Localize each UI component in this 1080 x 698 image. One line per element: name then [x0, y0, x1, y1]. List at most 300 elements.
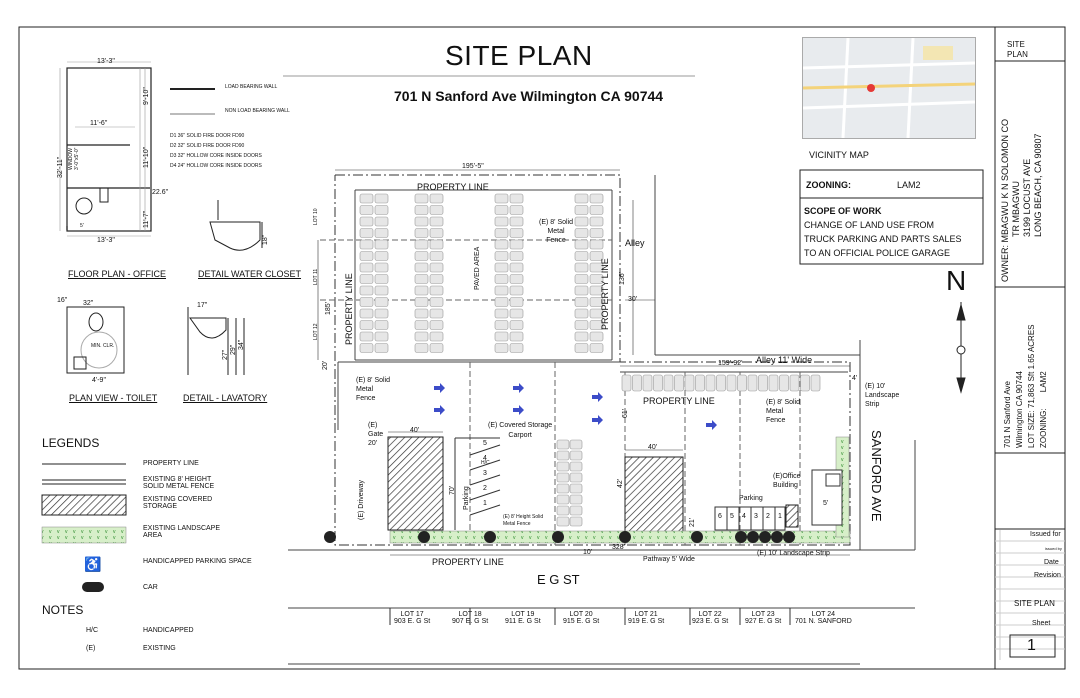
parked-car — [495, 286, 508, 295]
parked-car — [495, 194, 508, 203]
parked-car — [430, 275, 443, 284]
parked-car — [360, 298, 373, 307]
parking-space-number: 5 — [730, 513, 734, 520]
non-load-bearing-label: NON LOAD BEARING WALL — [225, 108, 290, 114]
project-block — [1002, 324, 1050, 448]
parked-car — [415, 217, 428, 226]
parked-car — [415, 229, 428, 238]
lot-label — [452, 611, 488, 625]
driveway-label: (E) Driveway — [358, 479, 365, 520]
zoning-value: LAM2 — [897, 180, 921, 190]
parked-car — [622, 375, 631, 391]
parked-car — [790, 375, 799, 391]
lot-label — [795, 611, 852, 625]
gate-label: (E) Gate — [368, 422, 384, 438]
note-abbr-2: (E) — [86, 645, 96, 652]
lot-label — [394, 611, 430, 625]
toilet-dim-4-9: 4'-9" — [92, 377, 106, 384]
parked-car — [495, 252, 508, 261]
paved-area-label: PAVED AREA — [474, 246, 481, 290]
parked-car — [557, 451, 569, 460]
hc-label: H/C — [481, 460, 490, 466]
parked-car — [375, 344, 388, 353]
handicap-icon: ♿ — [84, 556, 102, 572]
fence-label-2: (E) 8' Solid Metal Fence — [356, 377, 391, 402]
legend-title: LEGENDS — [42, 436, 100, 450]
parked-car — [570, 440, 582, 449]
parked-car — [430, 286, 443, 295]
toilet-dim-32: 32" — [83, 300, 94, 307]
parked-car — [575, 263, 588, 272]
parking-space-number: 3 — [754, 513, 758, 520]
parked-car — [557, 462, 569, 471]
parked-car — [557, 506, 569, 515]
pathway-label: Pathway 5' Wide — [643, 556, 695, 563]
parking-space-number: 1 — [778, 513, 782, 520]
lot-number: LOT 21 — [634, 611, 658, 618]
parked-car — [495, 298, 508, 307]
parked-car — [375, 240, 388, 249]
lavatory-label: DETAIL - LAVATORY — [183, 393, 268, 403]
project-line-1: 701 N Sanford Ave — [1003, 380, 1012, 448]
parked-car — [375, 309, 388, 318]
parked-car — [590, 229, 603, 238]
parked-car — [510, 252, 523, 261]
lot-address: 923 E. G St — [692, 618, 729, 625]
dim-5: 5' — [823, 500, 829, 507]
lot-address: 903 E. G St — [394, 618, 431, 625]
direction-arrow-icon — [706, 420, 717, 430]
parked-car — [495, 217, 508, 226]
direction-arrow-icon — [592, 415, 603, 425]
parked-car — [557, 517, 569, 526]
legend-property-line: PROPERTY LINE — [143, 460, 199, 467]
legend-fence: EXISTING 8' HEIGHT SOLID METAL FENCE — [143, 476, 215, 490]
parked-car — [430, 217, 443, 226]
eg-st-label: E G ST — [537, 572, 580, 587]
lot-number: LOT 17 — [400, 611, 424, 618]
parked-car — [510, 194, 523, 203]
parked-car — [360, 263, 373, 272]
dim-left-20: 20' — [322, 360, 329, 370]
lot-size-value: 71,863 Sft — [1027, 371, 1036, 409]
lot-address: 911 E. G St — [505, 618, 541, 625]
covered-storage-label: (E) Covered Storage Carport — [488, 422, 553, 439]
legend-covered-storage: EXISTING COVERED STORAGE — [143, 496, 213, 510]
parked-car — [717, 375, 726, 391]
tb-zoning-value: LAM2 — [1039, 371, 1048, 393]
parked-car — [759, 375, 768, 391]
fp-dim-11-10: 11'-10" — [143, 146, 150, 168]
parked-car — [643, 375, 652, 391]
parked-car — [685, 375, 694, 391]
parked-car — [575, 286, 588, 295]
parked-car — [780, 375, 789, 391]
parked-car — [360, 206, 373, 215]
project-address: 701 N Sanford Ave Wilmington CA 90744 — [394, 88, 664, 104]
parked-car — [360, 286, 373, 295]
dim-185: 185' — [325, 301, 332, 315]
lot-number: LOT 20 — [569, 611, 593, 618]
dim-20: 20' — [368, 440, 378, 447]
door-row-1: D1 36" SOLID FIRE DOOR FD90 — [170, 133, 245, 139]
parked-car — [654, 375, 663, 391]
fp-dim-22-6: 22.6" — [152, 189, 169, 196]
hc-space-number: 4 — [483, 455, 487, 462]
issued-for: Issued for — [1030, 531, 1061, 538]
lav-dim-17: 17" — [197, 302, 208, 309]
dim-328: 328' — [612, 544, 626, 551]
alley-label: Alley — [625, 238, 645, 248]
fp-window: WINDOW 3'-0"x5'-0" — [68, 147, 80, 170]
toilet-min-clr: MIN. CLR. — [91, 343, 115, 349]
fp-dim-9-10: 9'-10" — [143, 87, 150, 105]
alley-wide-label: Alley 11' Wide — [756, 355, 813, 365]
parked-car — [375, 321, 388, 330]
dim-alley: 159'-92' — [718, 360, 743, 367]
parked-car — [575, 206, 588, 215]
door-row-4: D4 24" HOLLOW CORE INSIDE DOORS — [170, 163, 262, 169]
parked-car — [430, 344, 443, 353]
lot-address: 919 E. G St — [628, 618, 665, 625]
parked-car — [375, 229, 388, 238]
parking-space-number: 6 — [718, 513, 722, 520]
parking-space-number: 4 — [742, 513, 746, 520]
parked-car — [430, 252, 443, 261]
parked-car — [575, 344, 588, 353]
lot-label — [692, 611, 728, 625]
parked-car — [575, 252, 588, 261]
parked-car — [575, 275, 588, 284]
parked-car — [495, 206, 508, 215]
parked-car — [375, 286, 388, 295]
parked-car — [430, 263, 443, 272]
parked-car — [748, 375, 757, 391]
fp-dim-top: 13'-3" — [97, 58, 115, 65]
property-line-top: PROPERTY LINE — [417, 182, 489, 192]
lot-size-label: LOT SIZE: — [1027, 410, 1036, 448]
parked-car — [575, 194, 588, 203]
dim-61: 61' — [622, 408, 629, 418]
parked-car — [495, 344, 508, 353]
parked-car — [430, 321, 443, 330]
dim-30: 30' — [628, 296, 638, 303]
lot-number: LOT 23 — [751, 611, 775, 618]
parked-car — [590, 344, 603, 353]
sheet-label: Sheet — [1032, 620, 1051, 627]
parked-car — [360, 321, 373, 330]
parked-car — [415, 286, 428, 295]
parked-car — [495, 263, 508, 272]
zoning-label: ZOONING: — [806, 180, 851, 190]
lot-number: LOT 18 — [458, 611, 482, 618]
lot-label — [628, 611, 664, 625]
parked-car — [696, 375, 705, 391]
parked-car — [360, 252, 373, 261]
lot-vert-12: LOT 12 — [313, 323, 319, 340]
parked-car — [375, 194, 388, 203]
parked-car — [590, 332, 603, 341]
parked-car — [495, 229, 508, 238]
parked-car — [375, 217, 388, 226]
vicinity-label: VICINITY MAP — [809, 150, 869, 160]
direction-arrow-icon — [513, 405, 524, 415]
parked-car — [375, 332, 388, 341]
owner-line-1: MBAGWU K N SOLOMON CO — [1000, 118, 1010, 243]
parked-car — [415, 344, 428, 353]
date-label: Date — [1044, 559, 1059, 566]
parked-car — [360, 275, 373, 284]
title-block-sheet-name: SITE PLAN — [1007, 40, 1028, 59]
hc-space-number: 3 — [483, 470, 487, 477]
parked-car — [557, 495, 569, 504]
scope-line-1: CHANGE OF LAND USE FROM — [804, 220, 935, 230]
plan-toilet-label: PLAN VIEW - TOILET — [69, 393, 158, 403]
notes-title: NOTES — [42, 603, 84, 617]
property-line-bottom: PROPERTY LINE — [432, 557, 504, 567]
parked-car — [575, 332, 588, 341]
sheet-title: SITE PLAN — [1014, 599, 1055, 608]
scope-line-2: TRUCK PARKING AND PARTS SALES — [804, 234, 962, 244]
sanford-ave-label: SANFORD AVE — [869, 430, 884, 522]
parked-car — [590, 217, 603, 226]
floor-plan-label: FLOOR PLAN - OFFICE — [68, 269, 167, 279]
parked-car — [375, 263, 388, 272]
toilet-dim-16: 16" — [57, 297, 68, 304]
parked-car — [575, 321, 588, 330]
parked-car — [375, 298, 388, 307]
parked-car — [510, 275, 523, 284]
dim-4: 4' — [852, 375, 858, 382]
parked-car — [706, 375, 715, 391]
parked-car — [430, 332, 443, 341]
lot-address: 701 N. SANFORD — [795, 618, 852, 625]
water-closet-label: DETAIL WATER CLOSET — [198, 269, 302, 279]
lav-dim-29: 29" — [230, 344, 237, 355]
lot-label — [505, 611, 541, 625]
parked-car — [495, 332, 508, 341]
acres-value: 1.65 ACRES — [1027, 324, 1036, 370]
door-row-3: D3 32" HOLLOW CORE INSIDE DOORS — [170, 153, 262, 159]
owner-label: OWNER: — [1000, 245, 1010, 282]
parked-car — [570, 506, 582, 515]
parked-car — [495, 240, 508, 249]
parked-car — [415, 275, 428, 284]
parked-car — [510, 217, 523, 226]
parked-car — [360, 217, 373, 226]
landscape-strip-label: (E) 10' Landscape Strip — [757, 550, 830, 557]
note-abbr-1: H/C — [86, 627, 99, 634]
fp-dim-11-6: 11'-6" — [90, 120, 108, 127]
lot-number: LOT 19 — [511, 611, 535, 618]
parked-car — [430, 309, 443, 318]
fp-dim-11-7: 11'-7" — [143, 210, 150, 228]
tb-zoning-label: ZOONING: — [1039, 408, 1048, 448]
direction-arrow-icon — [513, 383, 524, 393]
lot-address: 907 E. G St — [452, 618, 489, 625]
parked-car — [510, 321, 523, 330]
parked-car — [415, 309, 428, 318]
parked-car — [570, 495, 582, 504]
legend-car: CAR — [143, 584, 158, 591]
issued-by: issued by — [1045, 546, 1062, 551]
lav-dim-34: 34" — [238, 339, 245, 350]
parked-car — [570, 517, 582, 526]
scope-title: SCOPE OF WORK — [804, 206, 882, 216]
parked-car — [811, 375, 820, 391]
parked-car — [415, 206, 428, 215]
parked-car — [415, 321, 428, 330]
parked-car — [590, 194, 603, 203]
direction-arrow-icon — [434, 405, 445, 415]
parked-car — [575, 229, 588, 238]
parked-car — [360, 344, 373, 353]
parked-car — [375, 252, 388, 261]
property-line-right: PROPERTY LINE — [600, 258, 610, 330]
dim-40b: 40' — [648, 444, 658, 451]
parked-car — [510, 286, 523, 295]
parked-car — [557, 473, 569, 482]
parked-car — [360, 229, 373, 238]
legend-landscape: EXISTING LANDSCAPE AREA — [143, 525, 221, 539]
project-line-2: Wilmington CA 90744 — [1015, 371, 1024, 448]
legend-handicapped: HANDICAPPED PARKING SPACE — [143, 558, 252, 565]
parked-car — [415, 240, 428, 249]
fp-dim-5: 5' — [80, 223, 84, 229]
owner-line-4: LONG BEACH, CA 90807 — [1033, 133, 1043, 237]
landscape-strip-2-label: (E) 10' Landscape Strip — [865, 383, 900, 408]
owner-line-3: 3199 LOCUST AVE — [1022, 158, 1032, 237]
vicinity-map[interactable] — [802, 37, 976, 139]
lot-label — [745, 611, 781, 625]
dim-top: 195'-5" — [462, 163, 484, 170]
parked-car — [575, 217, 588, 226]
dim-40a: 40' — [410, 427, 420, 434]
parked-car — [430, 229, 443, 238]
property-line-left: PROPERTY LINE — [344, 273, 354, 345]
parked-car — [570, 484, 582, 493]
parked-car — [360, 309, 373, 318]
parked-car — [360, 194, 373, 203]
revision-label: Revision — [1034, 572, 1061, 579]
parked-car — [738, 375, 747, 391]
parked-car — [570, 462, 582, 471]
dim-42: 42' — [617, 478, 624, 488]
fence-label-1: (E) 8' Solid Metal Fence — [539, 219, 574, 244]
fp-dim-bottom: 13'-3" — [97, 237, 115, 244]
note-text-2: EXISTING — [143, 645, 176, 652]
parked-car — [375, 275, 388, 284]
parked-car — [510, 309, 523, 318]
parked-car — [575, 240, 588, 249]
office-label: (E)Office Building — [773, 473, 801, 489]
parked-car — [360, 332, 373, 341]
parked-car — [510, 240, 523, 249]
parked-car — [510, 206, 523, 215]
wc-dim-18: 18" — [262, 234, 269, 245]
lot-vert-11: LOT 11 — [313, 268, 319, 285]
parked-car — [495, 275, 508, 284]
lot-number: LOT 24 — [811, 611, 835, 618]
lot-address: 915 E. G St — [563, 618, 600, 625]
parked-car — [415, 252, 428, 261]
parked-car — [415, 194, 428, 203]
fp-dim-32-11: 32'-11" — [57, 156, 64, 178]
dim-70: 70' — [449, 485, 456, 495]
lot-address: 927 E. G St — [745, 618, 782, 625]
scope-line-3: TO AN OFFICIAL POLICE GARAGE — [804, 248, 951, 258]
parked-car — [495, 321, 508, 330]
parked-car — [510, 263, 523, 272]
parked-car — [510, 344, 523, 353]
door-row-2: D2 32" SOLID FIRE DOOR FD90 — [170, 143, 245, 149]
parked-car — [415, 298, 428, 307]
parked-car — [430, 298, 443, 307]
parked-car — [590, 206, 603, 215]
parked-car — [664, 375, 673, 391]
parked-car — [769, 375, 778, 391]
vicinity-map-graphic — [803, 38, 975, 138]
parked-car — [590, 240, 603, 249]
dim-10: 10' — [583, 549, 593, 556]
parked-car — [727, 375, 736, 391]
parked-car — [415, 263, 428, 272]
parked-car — [430, 240, 443, 249]
parked-car — [430, 206, 443, 215]
direction-arrow-icon — [434, 383, 445, 393]
parking-space-number: 2 — [766, 513, 770, 520]
dim-21: 21' — [689, 517, 696, 527]
parked-car — [575, 298, 588, 307]
parked-car — [557, 440, 569, 449]
parked-car — [510, 229, 523, 238]
lot-number: LOT 22 — [698, 611, 722, 618]
load-bearing-label: LOAD BEARING WALL — [225, 84, 278, 90]
parked-car — [570, 451, 582, 460]
parked-car — [557, 484, 569, 493]
parked-car — [415, 332, 428, 341]
parked-car — [510, 332, 523, 341]
lot-label — [563, 611, 599, 625]
page-title: SITE PLAN — [445, 40, 593, 71]
parked-car — [570, 473, 582, 482]
parking-label-2: Parking — [739, 495, 763, 502]
owner-line-2: TR MBAGWU — [1011, 181, 1021, 237]
hc-space-number: 1 — [483, 500, 487, 507]
property-line-mid: PROPERTY LINE — [643, 396, 715, 406]
parked-car — [633, 375, 642, 391]
parking-label-1: Parking — [463, 486, 470, 510]
dim-right-top: 136' — [619, 271, 626, 285]
parked-car — [375, 206, 388, 215]
north-label: N — [946, 265, 967, 296]
fence-label-3: (E) 8' Solid Metal Fence — [766, 399, 801, 424]
direction-arrow-icon — [592, 392, 603, 402]
parked-car — [801, 375, 810, 391]
parked-car — [510, 298, 523, 307]
owner-block — [1000, 119, 1044, 282]
lot-vert-10: LOT 10 — [313, 208, 319, 225]
lav-dim-27: 27" — [222, 349, 229, 360]
location-pin-icon — [867, 84, 875, 92]
hc-space-number: 2 — [483, 485, 487, 492]
parked-car — [430, 194, 443, 203]
sheet-number: 1 — [1027, 637, 1036, 654]
parked-car — [360, 240, 373, 249]
fence-label-4: (E) 8' Height Solid Metal Fence — [503, 514, 544, 527]
hc-space-number: 5 — [483, 440, 487, 447]
parked-car — [495, 309, 508, 318]
